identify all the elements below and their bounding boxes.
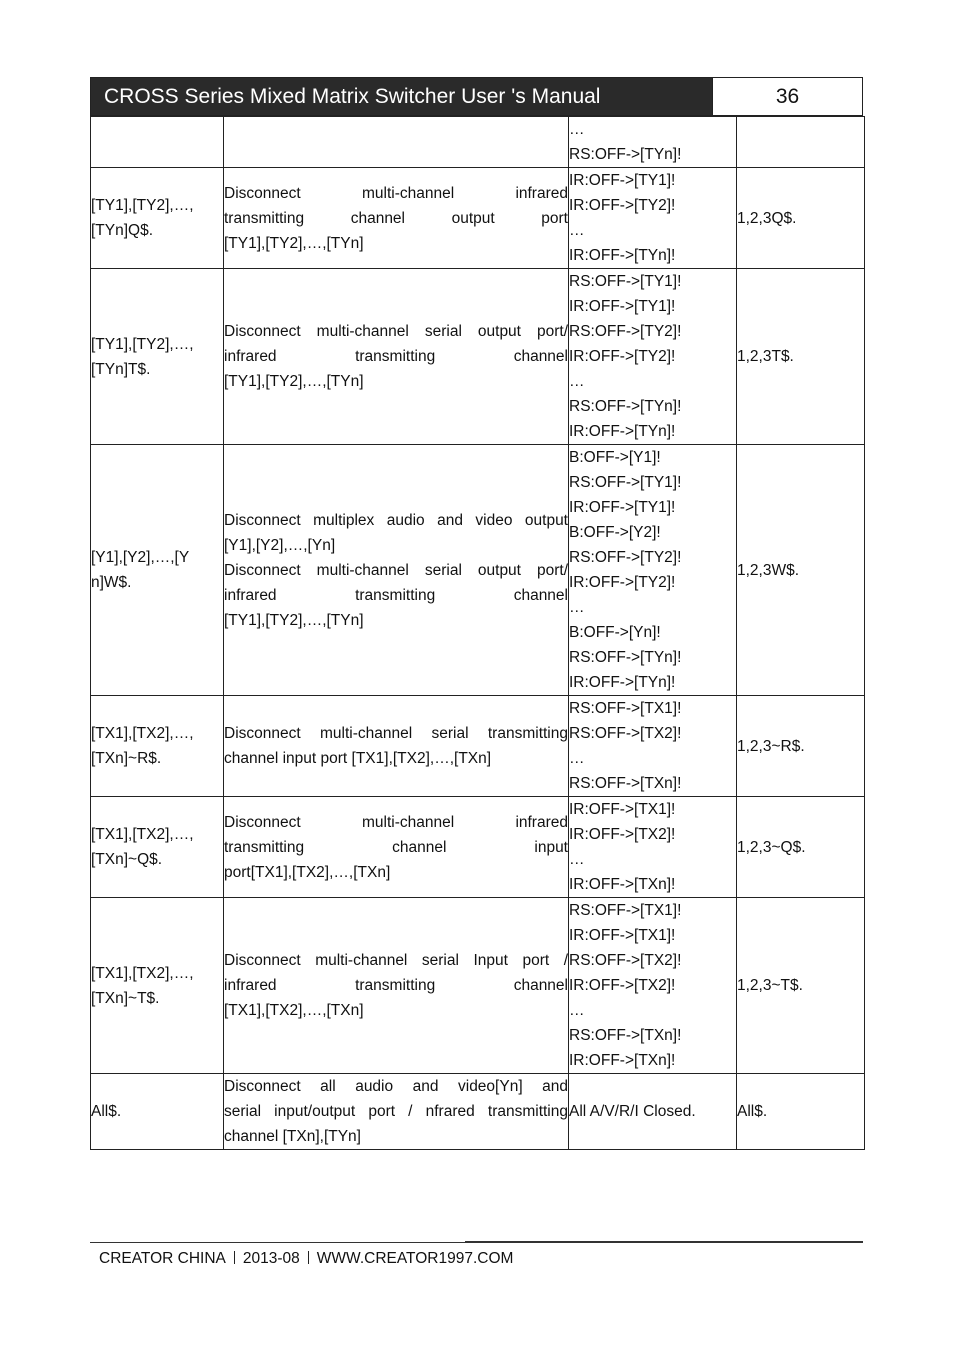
response-line: IR:OFF->[TYn]! — [569, 423, 676, 440]
description-line: [Y1],[Y2],…,[Yn] — [224, 536, 336, 554]
description-cell — [224, 797, 569, 898]
response-line: RS:OFF->[TXn]! — [569, 1027, 682, 1044]
command-line: [TY1],[TY2],…, — [91, 335, 194, 353]
example-cell — [737, 445, 865, 696]
description-line: Disconnect multi-channel infrared — [224, 184, 568, 202]
description-line: port[TX1],[TX2],…,[TXn] — [224, 863, 391, 881]
response-line: IR:OFF->[TXn]! — [569, 876, 676, 893]
table-row — [91, 168, 865, 269]
example-text: 1,2,3Q$. — [737, 209, 797, 227]
example-text: 1,2,3~T$. — [737, 977, 803, 994]
response-line: IR:OFF->[TX1]! — [569, 927, 676, 944]
footer-date: 2013-08 — [242, 1250, 300, 1267]
response-line: … — [569, 599, 585, 616]
description-line: infrared transmitting channel — [224, 977, 568, 994]
description-cell — [224, 445, 569, 696]
manual-title: CROSS Series Mixed Matrix Switcher User 's Manual — [91, 78, 712, 115]
description-line: channel input port [TX1],[TX2],…,[TXn] — [224, 750, 492, 767]
footer-divider — [90, 1242, 863, 1243]
example-text: 1,2,3~Q$. — [737, 838, 806, 856]
footer-separator — [234, 1251, 235, 1264]
response-line: IR:OFF->[TX1]! — [569, 801, 676, 818]
command-line: [TXn]~Q$. — [91, 851, 163, 868]
command-cell — [91, 269, 224, 445]
response-line: IR:OFF->[TY2]! — [569, 574, 676, 591]
command-line: [TX1],[TX2],…, — [91, 826, 194, 843]
table-row — [91, 898, 865, 1074]
example-cell — [737, 168, 865, 269]
response-line: … — [569, 750, 585, 767]
description-line: Disconnect multiplex audio and video output — [224, 511, 568, 529]
description-line: [TY1],[TY2],…,[TYn] — [224, 611, 364, 629]
example-text: 1,2,3W$. — [737, 561, 800, 579]
response-line: RS:OFF->[TX2]! — [569, 725, 682, 742]
example-cell — [737, 696, 865, 797]
description-line: infrared transmitting channel — [224, 586, 568, 604]
response-line: RS:OFF->[TX2]! — [569, 952, 682, 969]
footer-separator — [308, 1251, 309, 1264]
response-cell — [569, 168, 737, 269]
response-line: IR:OFF->[TY1]! — [569, 298, 676, 315]
response-line: RS:OFF->[TX1]! — [569, 902, 682, 919]
response-line: IR:OFF->[TY2]! — [569, 197, 676, 214]
table-row — [91, 117, 865, 168]
table-row — [91, 445, 865, 696]
response-line: … — [569, 1002, 585, 1019]
description-cell — [224, 269, 569, 445]
description-cell — [224, 168, 569, 269]
example-text: 1,2,3T$. — [737, 348, 794, 365]
example-cell — [737, 1074, 865, 1150]
response-line: B:OFF->[Y2]! — [569, 524, 661, 541]
command-line: All$. — [91, 1103, 122, 1120]
command-line: n]W$. — [91, 574, 132, 591]
example-text: 1,2,3~R$. — [737, 737, 805, 755]
response-line: … — [569, 851, 585, 868]
response-line: RS:OFF->[TY2]! — [569, 549, 682, 566]
description-line: Disconnect multi-channel infrared — [224, 813, 568, 831]
description-line: channel [TXn],[TYn] — [224, 1128, 361, 1145]
response-line: RS:OFF->[TX1]! — [569, 700, 682, 717]
table-row — [91, 1074, 865, 1150]
response-line: IR:OFF->[TX2]! — [569, 826, 676, 843]
command-table — [90, 116, 865, 1150]
response-cell — [569, 797, 737, 898]
response-cell — [569, 1074, 737, 1150]
response-cell — [569, 898, 737, 1074]
response-line: RS:OFF->[TY1]! — [569, 273, 682, 290]
table-row — [91, 696, 865, 797]
description-line: [TY1],[TY2],…,[TYn] — [224, 373, 364, 390]
command-line: [TYn]T$. — [91, 360, 151, 378]
response-line: IR:OFF->[TY1]! — [569, 172, 676, 189]
response-line: RS:OFF->[TY2]! — [569, 323, 682, 340]
response-line: … — [569, 222, 585, 239]
response-line: RS:OFF->[TY1]! — [569, 474, 682, 491]
response-cell — [569, 117, 737, 168]
description-line: transmitting channel output port — [224, 209, 568, 227]
response-line: RS:OFF->[TXn]! — [569, 775, 682, 792]
command-line: [TY1],[TY2],…, — [91, 197, 194, 214]
description-cell — [224, 898, 569, 1074]
description-line: [TX1],[TX2],…,[TXn] — [224, 1002, 364, 1019]
footer-website: WWW.CREATOR1997.COM — [316, 1250, 514, 1267]
response-line: IR:OFF->[TXn]! — [569, 1052, 676, 1069]
response-line: IR:OFF->[TYn]! — [569, 247, 676, 264]
description-line: Disconnect multi-channel serial output port/ — [224, 323, 568, 340]
response-line: RS:OFF->[TYn]! — [569, 398, 682, 415]
response-line: … — [569, 121, 585, 138]
response-line: IR:OFF->[TY1]! — [569, 499, 676, 516]
command-cell — [91, 117, 224, 168]
table-row — [91, 269, 865, 445]
response-line: IR:OFF->[TYn]! — [569, 674, 676, 691]
footer-company: CREATOR CHINA — [99, 1250, 226, 1267]
response-cell — [569, 696, 737, 797]
description-line: Disconnect multi-channel serial Input port / — [224, 952, 568, 969]
page-footer — [99, 1250, 513, 1268]
command-table-body — [91, 117, 865, 1150]
command-cell — [91, 445, 224, 696]
command-line: [TXn]~R$. — [91, 750, 162, 767]
description-line: infrared transmitting channel — [224, 348, 568, 365]
response-line: IR:OFF->[TX2]! — [569, 977, 676, 994]
command-line: [TXn]~T$. — [91, 989, 160, 1007]
example-cell — [737, 797, 865, 898]
response-line: IR:OFF->[TY2]! — [569, 348, 676, 365]
example-cell — [737, 269, 865, 445]
response-line: B:OFF->[Yn]! — [569, 624, 661, 641]
description-line: Disconnect all audio and video[Yn] and — [224, 1078, 568, 1095]
table-row — [91, 797, 865, 898]
description-cell — [224, 696, 569, 797]
response-line: B:OFF->[Y1]! — [569, 449, 661, 466]
example-cell — [737, 117, 865, 168]
response-line: RS:OFF->[TYn]! — [569, 649, 682, 666]
description-cell — [224, 1074, 569, 1150]
command-cell — [91, 696, 224, 797]
command-cell — [91, 797, 224, 898]
page-number: 36 — [712, 78, 862, 115]
description-line: transmitting channel input — [224, 838, 568, 856]
command-cell — [91, 898, 224, 1074]
command-line: [TYn]Q$. — [91, 222, 154, 239]
description-cell — [224, 117, 569, 168]
description-line: serial input/output port / nfrared transmitting — [224, 1103, 568, 1120]
command-cell — [91, 1074, 224, 1150]
page-header — [90, 77, 863, 116]
command-line: [TX1],[TX2],…, — [91, 725, 194, 742]
response-line: … — [569, 373, 585, 390]
response-line: All A/V/R/I Closed. — [569, 1103, 696, 1120]
response-line: RS:OFF->[TYn]! — [569, 146, 682, 163]
command-cell — [91, 168, 224, 269]
description-line: Disconnect multi-channel serial output port/ — [224, 561, 568, 579]
response-cell — [569, 445, 737, 696]
example-text: All$. — [737, 1103, 768, 1120]
example-cell — [737, 898, 865, 1074]
command-line: [TX1],[TX2],…, — [91, 964, 194, 982]
command-line: [Y1],[Y2],…,[Y — [91, 549, 190, 566]
description-line: Disconnect multi-channel serial transmitting — [224, 725, 568, 742]
description-line: [TY1],[TY2],…,[TYn] — [224, 234, 364, 252]
response-cell — [569, 269, 737, 445]
